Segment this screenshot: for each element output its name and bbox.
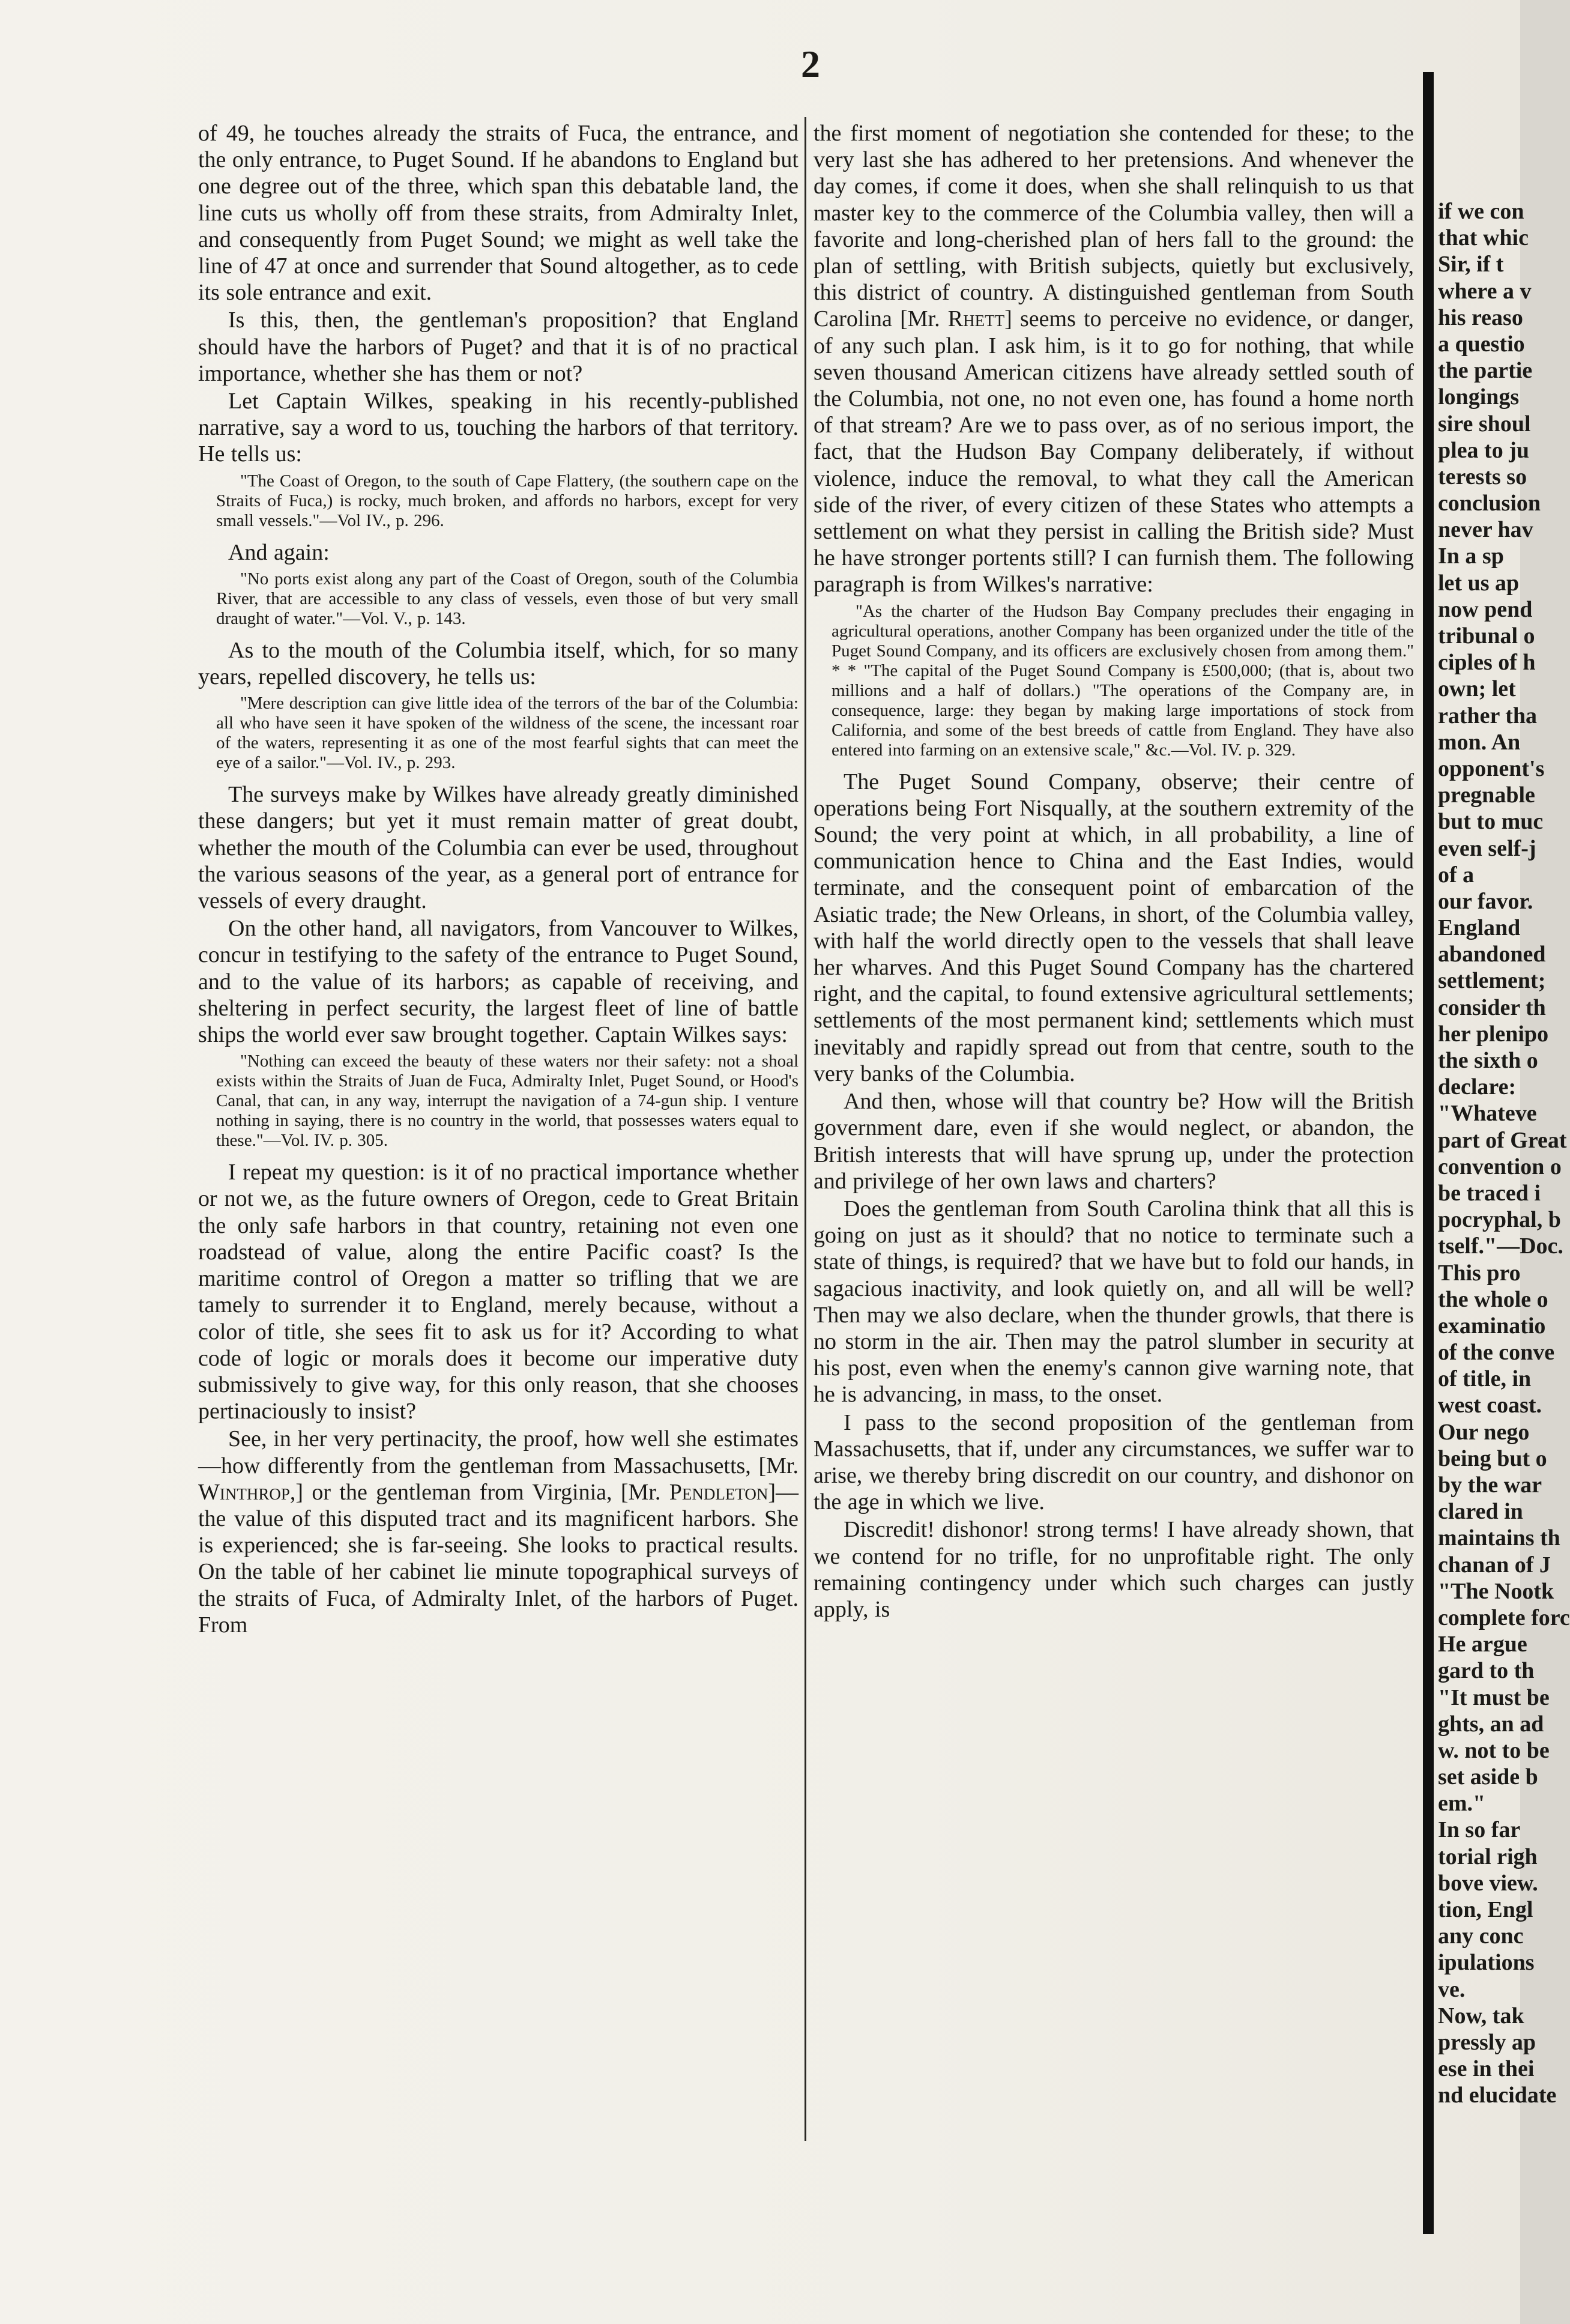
right-column-line: In a sp	[1438, 543, 1504, 569]
right-column-line: mon. An	[1438, 729, 1521, 755]
right-column-line: Sir, if t	[1438, 252, 1504, 277]
right-column-line: examinatio	[1438, 1313, 1546, 1339]
right-column-line: tself."—Doc.	[1438, 1233, 1563, 1259]
page-gutter-fold	[1423, 72, 1434, 2234]
right-column-line: our favor.	[1438, 888, 1533, 914]
right-column-line: part of Great	[1438, 1127, 1567, 1153]
page-number: 2	[801, 43, 820, 85]
right-column-line: the sixth o	[1438, 1048, 1538, 1073]
right-column-line: any conc	[1438, 1923, 1524, 1949]
right-column-line: pregnable	[1438, 782, 1535, 808]
text-run: See, in her very pertinacity, the proof, how well she estimates—how differently from the gentleman from Massachusetts, [Mr.	[198, 1426, 799, 1478]
paragraph: And again:	[228, 539, 330, 565]
right-column-line: be traced i	[1438, 1180, 1541, 1206]
speaker-name: Rhett	[947, 306, 1005, 332]
right-column-line: ciples of h	[1438, 650, 1536, 676]
right-column-line: England	[1438, 915, 1521, 941]
right-column-line: consider th	[1438, 994, 1546, 1020]
paragraph: Discredit! dishonor! strong terms! I have already shown, that we contend for no trifle, for no unprofitable right. The only remaining contingency under which such charges can justly apply, is	[814, 1517, 1414, 1622]
quotation: "Mere description can give little idea of the terrors of the bar of the Columbia: all who have seen it have spoken of the wildness of the scene, the incessant roar of the waters, representing it as one of the most fearful sights that can meet the eye of a sailor."—Vol. IV., p. 293.	[216, 694, 799, 773]
right-column-line: pocryphal, b	[1438, 1207, 1561, 1233]
right-column-line: ipulations	[1438, 1950, 1535, 1976]
right-column-line: gard to th	[1438, 1658, 1535, 1684]
right-column-line: being but o	[1438, 1445, 1547, 1471]
right-column-line: maintains th	[1438, 1525, 1560, 1551]
column-divider	[805, 117, 806, 2141]
right-column-line: settlement;	[1438, 968, 1546, 994]
right-column-line: his reaso	[1438, 304, 1523, 330]
right-column-line: tribunal o	[1438, 623, 1535, 649]
paragraph: I pass to the second proposition of the gentleman from Massachusetts, that if, under any circumstances, we suffer war to arise, we thereby bring discredit on our country, and dishonor on the age in which we live.	[814, 1409, 1414, 1515]
right-column-line: longings	[1438, 384, 1520, 410]
right-column-line: This pro	[1438, 1260, 1521, 1286]
text-run: ] seems to perceive no evidence, or danger, of any such plan. I ask him, is it to go for nothing, that while seven thousand American citizens have already settled south of the Columbia, not one, no not even one, has found a home north of that stream? Are we to pass over, as of no serious import, the fact, that the Hudson Bay Company deliberately, if without violence, induce the removal, to what they call the American side of the river, of every citizen of these States who attempts a settlement on what they persist in calling the British side? Must he have stronger portents still? I can furnish them. The following paragraph is from Wilkes's narrative:	[814, 306, 1414, 598]
paragraph: As to the mouth of the Columbia itself, which, for so many years, repelled discovery, he tells us:	[198, 637, 799, 690]
right-column-fragment	[1438, 198, 1570, 2109]
right-column-line: where a v	[1438, 278, 1532, 304]
right-column-line: own; let	[1438, 676, 1516, 702]
speaker-name: Pendleton	[669, 1479, 768, 1505]
right-column-line: ese in thei	[1438, 2056, 1535, 2082]
right-column-line: "It must be	[1438, 1684, 1550, 1710]
paragraph: The surveys make by Wilkes have already greatly diminished these dangers; but yet it must remain matter of great doubt, whether the mouth of the Columbia can ever be used, throughout the various seasons of the year, as a general port of entrance for vessels of every draught.	[198, 782, 799, 914]
right-column-line: em."	[1438, 1791, 1486, 1817]
middle-column	[814, 120, 1414, 1624]
right-column-line: w. not to be	[1438, 1737, 1550, 1763]
right-column-line: "Whateve	[1438, 1101, 1537, 1127]
right-column-line: ve.	[1438, 1976, 1466, 2002]
right-column-line: "The Nootk	[1438, 1578, 1554, 1604]
paragraph: I repeat my question: is it of no practical importance whether or not we, as the future owners of Oregon, cede to Great Britain the only safe harbors in that country, retaining not even one roadstead of value, along the entire Pacific coast? Is the maritime control of Oregon a matter so trifling that we are tamely to surrender it to England, merely because, without a color of title, she sees fit to ask us for it? According to what code of logic or morals does it become our imperative duty submissively to give way, for this only reason, that she chooses pertinaciously to insist?	[198, 1160, 799, 1424]
right-column-line: Our nego	[1438, 1419, 1530, 1445]
right-column-line: nd elucidate	[1438, 2083, 1557, 2108]
text-run: ,] or the gentleman from Virginia, [Mr.	[289, 1479, 669, 1505]
right-column-line: chanan of J	[1438, 1552, 1551, 1578]
right-column-line: convention o	[1438, 1154, 1562, 1179]
right-column-line: complete forc	[1438, 1605, 1570, 1630]
paragraph	[198, 1426, 799, 1638]
quotation: "The Coast of Oregon, to the south of Cape Flattery, (the southern cape on the Straits of Fuca,) is rocky, much broken, and affords no harbors, except for very small vessels."—Vol IV., p. 296.	[216, 471, 799, 530]
quotation: "Nothing can exceed the beauty of these waters nor their safety: not a shoal exists within the Straits of Juan de Fuca, Admiralty Inlet, Puget Sound, or Hood's Canal, that can, in any way, interrupt the navigation of a 74-gun ship. I venture nothing in saying, there is no country in the world, that possesses waters equal to these."—Vol. IV. p. 305.	[216, 1052, 799, 1151]
right-column-line: of title, in	[1438, 1366, 1532, 1392]
right-column-line: ghts, an ad	[1438, 1711, 1544, 1737]
right-column-line: conclusion	[1438, 491, 1541, 516]
paragraph: The Puget Sound Company, observe; their centre of operations being Fort Nisqually, at the southern extremity of the Sound; the very point at which, in all probability, a line of communication hence to China and the East Indies, would terminate, and the consequent point of embarcation of the Asiatic trade; the New Orleans, in short, of the Columbia valley, with half the world directly open to the vessels that shall leave her wharves. And this Puget Sound Company has the chartered right, and the capital, to found extensive agricultural settlements; settlements of the most permanent kind; settlements which must inevitably and rapidly spread out from that centre, south to the very banks of the Columbia.	[814, 769, 1414, 1086]
text-run: the first moment of negotiation she contended for these; to the very last she has adhered to her pretensions. And whenever the day comes, if come it does, when she shall relinquish to us that master key to the commerce of the Columbia valley, then will a favorite and long-cherished plan of hers fall to the ground: the plan of settling, with British subjects, quietly but exclusively, this district of country. A distinguished gentleman from South Carolina [Mr.	[814, 121, 1414, 332]
right-column-line: set aside b	[1438, 1764, 1538, 1790]
right-column-line: tion, Engl	[1438, 1897, 1533, 1922]
paragraph: Let Captain Wilkes, speaking in his recently-published narrative, say a word to us, touching the harbors of that territory. He tells us:	[198, 389, 799, 467]
right-column-line: let us ap	[1438, 570, 1520, 596]
right-column-line: He argue	[1438, 1632, 1527, 1657]
paragraph: Does the gentleman from South Carolina think that all this is going on just as it should? that no notice to terminate such a state of things, is required? that we have but to fold our hands, in sagacious inactivity, and look quietly on, and all will be well? Then may we also declare, when the thunder growls, that there is no storm in the air. Then may the patrol slumber in security at his post, even when the enemy's cannon give warning note, that he is advancing, in mass, to the onset.	[814, 1196, 1414, 1408]
right-column-line: terests so	[1438, 464, 1527, 489]
paragraph: Is this, then, the gentleman's proposition? that England should have the harbors of Puget? and that it is of no practical importance, whether she has them or not?	[198, 307, 799, 386]
paragraph: And then, whose will that country be? How will the British government dare, even if she would neglect, or abandon, the British interests that will have sprung up, under the protection and privilege of her own laws and charters?	[814, 1089, 1414, 1194]
right-column-line: abandoned	[1438, 942, 1546, 967]
paragraph	[814, 120, 1414, 598]
right-column-line: a questio	[1438, 331, 1525, 357]
right-column-line: pressly ap	[1438, 2029, 1536, 2055]
right-column-line: torial righ	[1438, 1844, 1538, 1869]
right-column-line: rather tha	[1438, 703, 1537, 728]
right-column-line: by the war	[1438, 1472, 1542, 1498]
paragraph: On the other hand, all navigators, from Vancouver to Wilkes, concur in testifying to the safety of the entrance to Puget Sound, and to the value of its harbors; as capable of receiving, and sheltering in perfect security, the largest fleet of line of battle ships the world ever saw brought together. Captain Wilkes says:	[198, 916, 799, 1048]
right-column-line: declare:	[1438, 1074, 1517, 1100]
right-column-line: In so far	[1438, 1817, 1521, 1843]
right-column-line: plea to ju	[1438, 437, 1529, 463]
right-column-line: even self-j	[1438, 835, 1536, 861]
quotation: "No ports exist along any part of the Coast of Oregon, south of the Columbia River, that are accessible to any class of vessels, even those of but very small draught of water."—Vol. V., p. 143.	[216, 569, 799, 628]
right-column-line: of a	[1438, 862, 1475, 888]
right-column-line: that whic	[1438, 225, 1529, 251]
right-column-line: but to muc	[1438, 809, 1544, 835]
left-column	[198, 120, 799, 1639]
quotation: "As the charter of the Hudson Bay Company precludes their engaging in agricultural operations, another Company has been organized under the title of the Puget Sound Company, and its officers are exclusively chosen from among them." * * "The capital of the Puget Sound Company is £500,000; (that is, about two millions and a half of dollars.) "The operations of the Company are, in consequence, large: they began by making large importations of stock from California, and some of the best breeds of cattle from England. They have also entered into farming on an extensive scale," &c.—Vol. IV. p. 329.	[832, 601, 1414, 760]
right-column-line: her plenipo	[1438, 1021, 1549, 1047]
speaker-name: Winthrop	[198, 1479, 290, 1505]
right-column-line: if we con	[1438, 199, 1524, 224]
text-run: ]—the value of this disputed tract and its magnificent harbors. She is experienced; she is far-seeing. She looks to practical results. On the table of her cabinet lie minute topographical surveys of the straits of Fuca, of Admiralty Inlet, of the harbors of Puget. From	[198, 1479, 799, 1638]
right-column-line: west coast.	[1438, 1393, 1542, 1418]
right-column-line: of the conve	[1438, 1340, 1555, 1366]
right-column-line: now pend	[1438, 596, 1533, 622]
right-column-line: sire shoul	[1438, 411, 1531, 437]
right-column-line: clared in	[1438, 1499, 1523, 1525]
right-column-line: bove view.	[1438, 1870, 1538, 1896]
right-column-line: opponent's	[1438, 755, 1545, 781]
right-column-line: the whole o	[1438, 1286, 1548, 1312]
right-column-line: never hav	[1438, 517, 1533, 543]
right-column-line: the partie	[1438, 358, 1533, 384]
right-column-line: Now, tak	[1438, 2003, 1524, 2029]
paragraph: of 49, he touches already the straits of Fuca, the entrance, and the only entrance, to Puget Sound. If he abandons to England but one degree out of the three, which span this debatable land, the line cuts us wholly off from these straits, from Admiralty Inlet, and consequently from Puget Sound; we might as well take the line of 47 at once and surrender that Sound altogether, as to cede its sole entrance and exit.	[198, 121, 799, 306]
